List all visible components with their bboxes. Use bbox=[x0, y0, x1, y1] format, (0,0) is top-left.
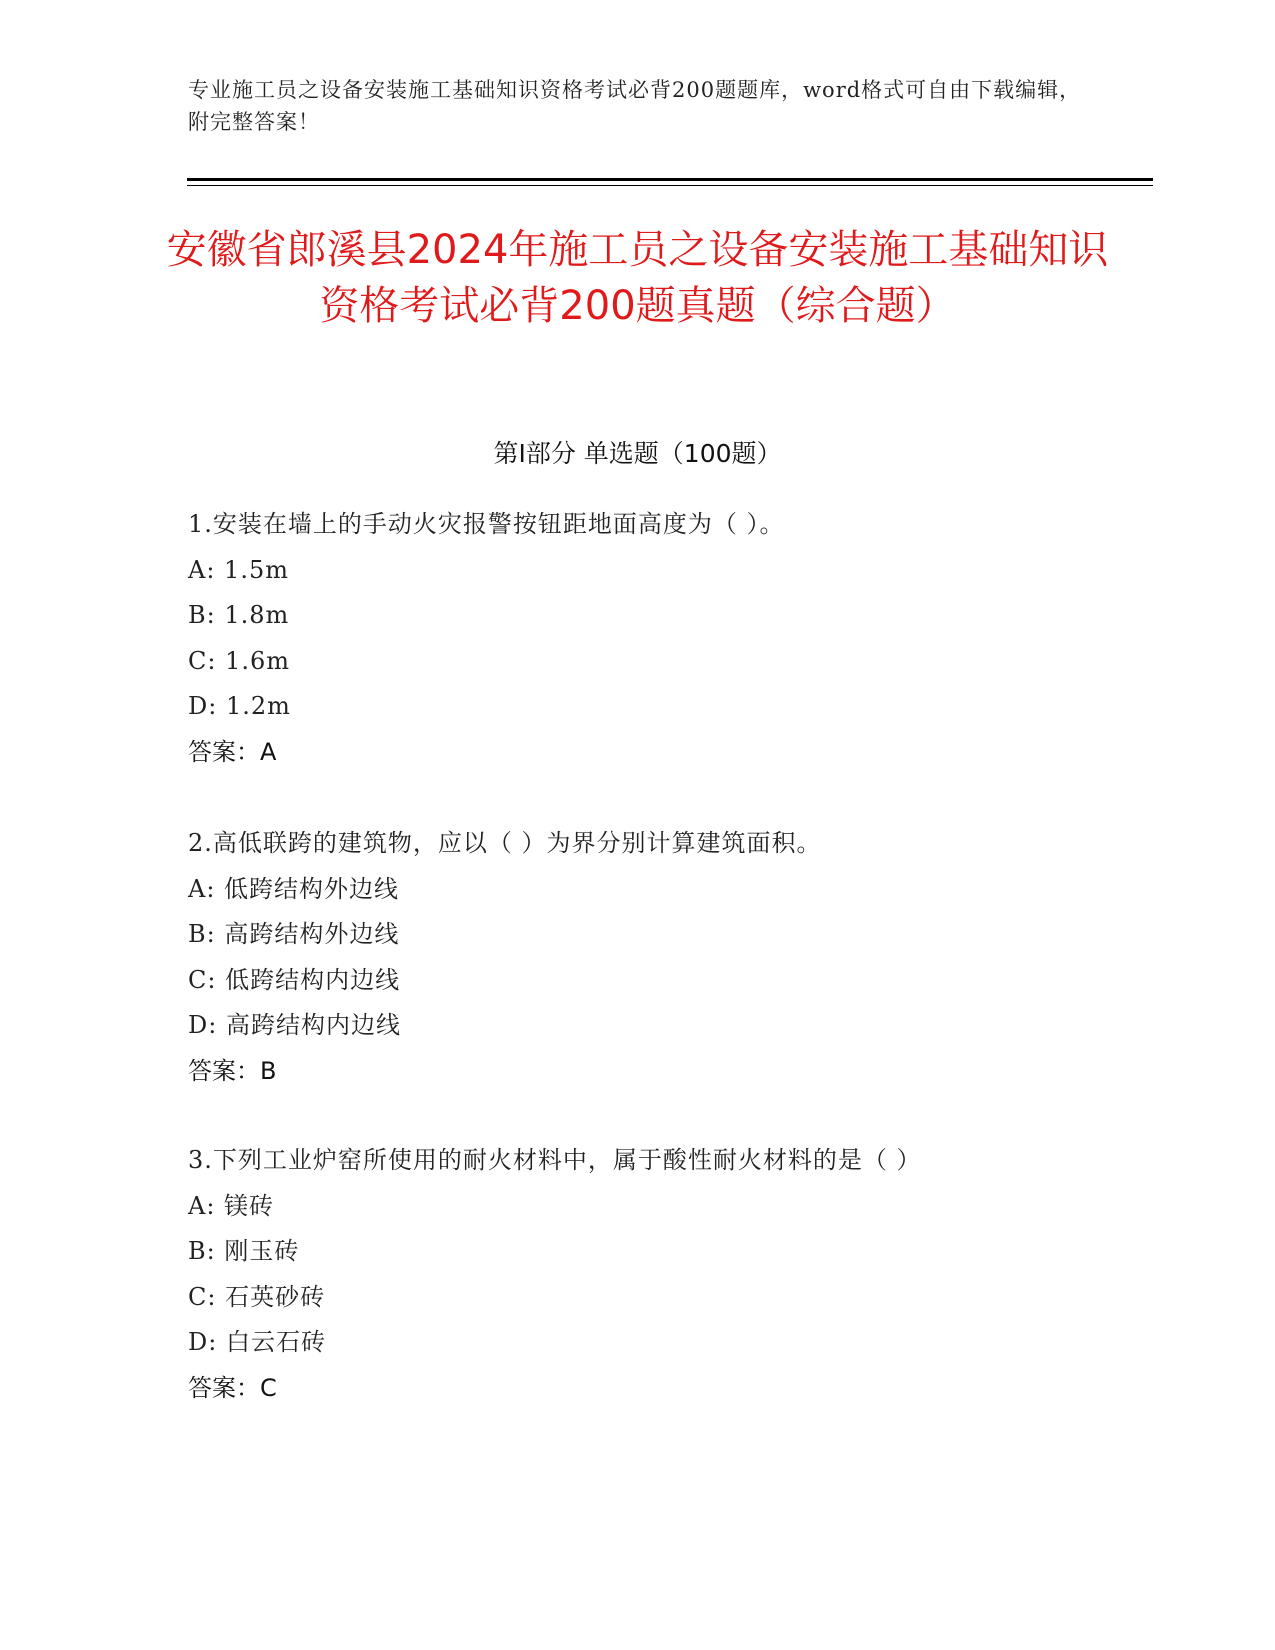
option-a: A: 镁砖 bbox=[188, 1191, 275, 1220]
option-d: D: 1.2m bbox=[188, 692, 291, 720]
question-1 bbox=[188, 502, 1138, 775]
section-title: 第Ⅰ部分 单选题（100题） bbox=[493, 439, 782, 468]
answer: 答案：C bbox=[188, 1373, 277, 1402]
option-c: C: 1.6m bbox=[188, 646, 291, 675]
option-b: B: 高跨结构外边线 bbox=[188, 920, 400, 948]
option-c: C: 石英砂砖 bbox=[188, 1282, 326, 1311]
option-d: D: 高跨结构内边线 bbox=[188, 1011, 401, 1039]
option-d: D: 白云石砖 bbox=[188, 1328, 326, 1356]
question-3 bbox=[188, 1138, 1138, 1411]
option-c: C: 低跨结构内边线 bbox=[188, 965, 401, 994]
header-note: 专业施工员之设备安装施工基础知识资格考试必背200题题库，word格式可自由下载编辑，附完整答案！ bbox=[188, 78, 1082, 134]
document-title: 安徽省郎溪县2024年施工员之设备安装施工基础知识资格考试必背200题真题（综合题） bbox=[166, 227, 1109, 329]
option-a: A: 1.5m bbox=[188, 555, 289, 584]
answer: 答案：A bbox=[188, 737, 277, 766]
question-stem: 2.高低联跨的建筑物，应以（ ）为界分别计算建筑面积。 bbox=[188, 829, 822, 857]
answer: 答案：B bbox=[188, 1056, 277, 1085]
question-stem: 3.下列工业炉窑所使用的耐火材料中，属于酸性耐火材料的是（ ） bbox=[188, 1146, 922, 1174]
header-rule-thin bbox=[187, 185, 1153, 186]
option-a: A: 低跨结构外边线 bbox=[188, 874, 400, 903]
question-2 bbox=[188, 821, 1138, 1094]
question-stem: 1.安装在墙上的手动火灾报警按钮距地面高度为（ ）。 bbox=[188, 510, 785, 538]
option-b: B: 刚玉砖 bbox=[188, 1237, 300, 1265]
header-rule-thick bbox=[187, 178, 1153, 181]
option-b: B: 1.8m bbox=[188, 601, 290, 629]
